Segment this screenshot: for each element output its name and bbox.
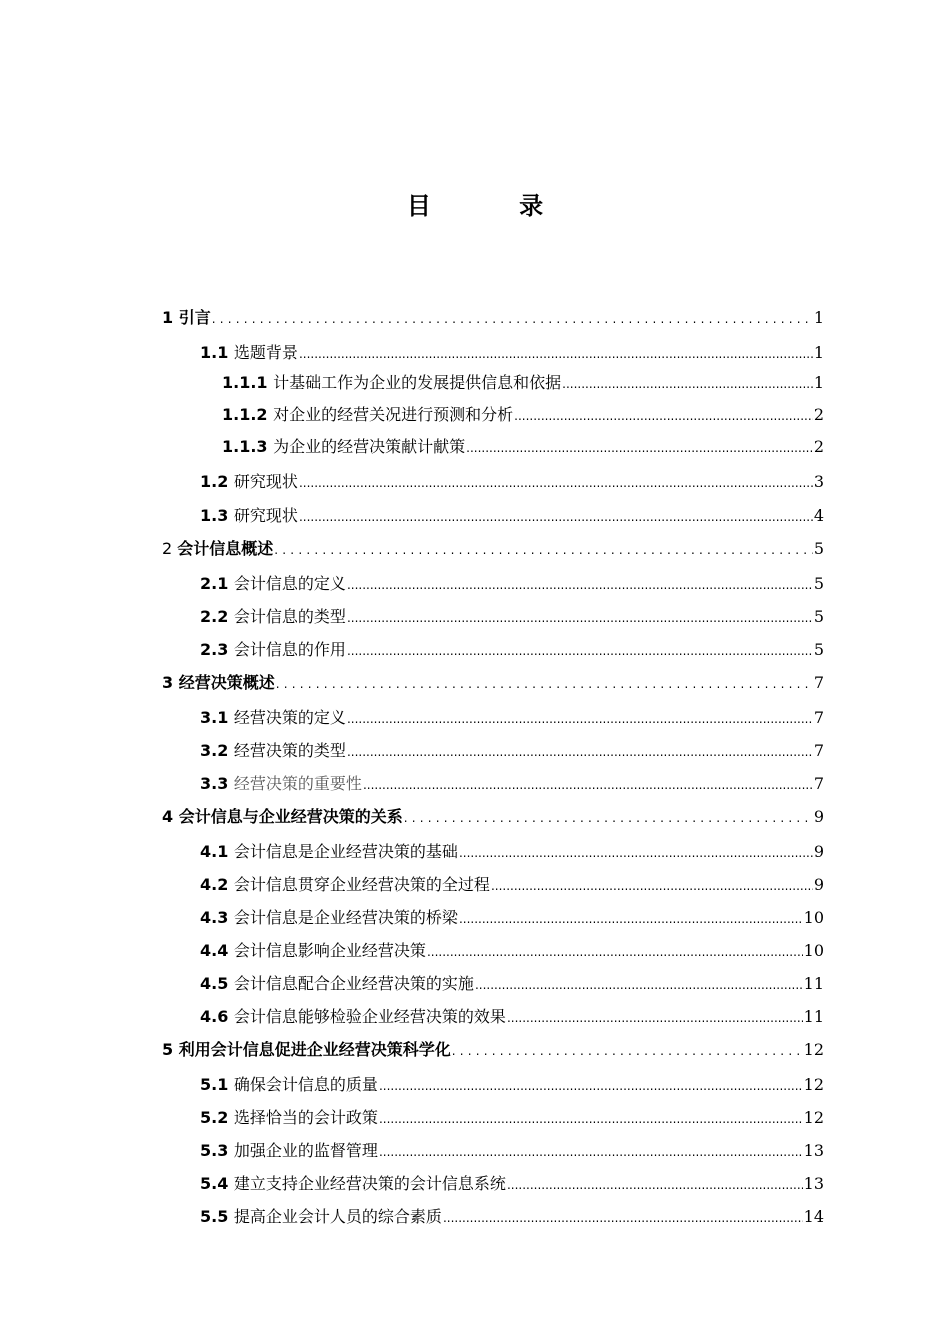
toc-entry-page: 1 (813, 373, 824, 392)
toc-entry-title: 经营决策的类型 (233, 741, 346, 760)
toc-entry-page: 5 (813, 539, 824, 558)
toc-entry-title: 经营决策概述 (178, 673, 275, 692)
toc-entry[interactable] (200, 1071, 824, 1095)
toc-entry[interactable] (162, 535, 824, 559)
toc-entry-title: 选择恰当的会计政策 (233, 1108, 378, 1127)
toc-entry[interactable] (162, 1036, 824, 1060)
toc-entry[interactable] (200, 904, 824, 928)
toc-entry[interactable] (200, 770, 824, 794)
toc-entry[interactable] (162, 304, 824, 328)
dot-leader (459, 912, 803, 926)
dot-leader (466, 441, 813, 455)
toc-entry[interactable] (200, 570, 824, 594)
dot-leader (347, 644, 813, 658)
dot-leader (427, 945, 803, 959)
toc-entry-page: 12 (803, 1075, 824, 1094)
toc-entry-page: 10 (803, 908, 824, 927)
toc-entry-title: 经营决策的重要性 (233, 774, 362, 793)
dot-leader (347, 745, 813, 759)
dot-leader (299, 347, 813, 361)
toc-entry[interactable] (200, 704, 824, 728)
toc-entry-title: 会计信息配合企业经营决策的实施 (233, 974, 474, 993)
toc-entry-title: 会计信息概述 (177, 539, 274, 558)
toc-entry-page: 9 (813, 807, 824, 826)
toc-entry-number: 4.2 (200, 875, 234, 894)
toc-entry[interactable] (162, 803, 824, 827)
toc-entry-number: 3 (162, 673, 179, 692)
toc-entry[interactable] (200, 737, 824, 761)
toc-entry-title: 会计信息是企业经营决策的基础 (233, 842, 458, 861)
dot-leader (363, 778, 813, 792)
dot-leader (443, 1211, 803, 1225)
toc-entry-number: 1.1.3 (222, 437, 274, 456)
dot-leader (459, 846, 813, 860)
toc-entry-page: 2 (813, 437, 824, 456)
toc-entry[interactable] (200, 1170, 824, 1194)
toc-entry-number: 5.3 (200, 1141, 234, 1160)
toc-entry-page: 14 (803, 1207, 824, 1226)
toc-entry-page: 10 (803, 941, 824, 960)
dot-leader (299, 510, 813, 524)
toc-entry-page: 13 (803, 1141, 824, 1160)
toc-entry-title: 会计信息是企业经营决策的桥梁 (233, 908, 458, 927)
toc-entry-number: 1.1.2 (222, 405, 274, 424)
toc-entry-page: 4 (813, 506, 824, 525)
toc-entry[interactable] (200, 970, 824, 994)
toc-entry[interactable] (200, 937, 824, 961)
toc-entry-title: 选题背景 (233, 343, 298, 362)
dot-leader (274, 543, 813, 557)
toc-entry-number: 3.2 (200, 741, 234, 760)
toc-entry-number: 3.3 (200, 774, 234, 793)
toc-entry-number: 5 (162, 1040, 179, 1059)
toc-entry-page: 9 (813, 875, 824, 894)
toc-entry[interactable] (222, 401, 824, 425)
toc-entry-page: 7 (813, 673, 824, 692)
toc-entry-page: 12 (803, 1040, 824, 1059)
dot-leader (452, 1044, 803, 1058)
toc-entry-number: 2.2 (200, 607, 234, 626)
toc-entry-number: 4.4 (200, 941, 234, 960)
toc-entry-number: 2.1 (200, 574, 234, 593)
toc-entry-title: 会计信息影响企业经营决策 (233, 941, 426, 960)
toc-entry[interactable] (200, 1203, 824, 1227)
toc-entry-title: 会计信息能够检验企业经营决策的效果 (233, 1007, 506, 1026)
toc-entry-page: 5 (813, 607, 824, 626)
toc-entry-number: 4.5 (200, 974, 234, 993)
dot-leader (276, 677, 813, 691)
toc-entry-title: 利用会计信息促进企业经营决策科学化 (178, 1040, 451, 1059)
dot-leader (347, 578, 813, 592)
toc-entry-title: 研究现状 (233, 506, 298, 525)
toc-entry-title: 研究现状 (233, 472, 298, 491)
toc-entry-title: 会计信息的定义 (233, 574, 346, 593)
toc-entry-page: 11 (803, 1007, 824, 1026)
toc-entry-number: 1 (162, 308, 179, 327)
toc-entry-page: 1 (813, 343, 824, 362)
page-title: 目 录 (406, 192, 584, 220)
toc-entry-title: 会计信息与企业经营决策的关系 (178, 807, 403, 826)
toc-entry-number: 1.1.1 (222, 373, 274, 392)
toc-entry-page: 13 (803, 1174, 824, 1193)
toc-entry-page: 1 (813, 308, 824, 327)
toc-entry[interactable] (222, 433, 824, 457)
toc-entry-title: 会计信息的类型 (233, 607, 346, 626)
toc-entry-page: 9 (813, 842, 824, 861)
toc-entry-title: 建立支持企业经营决策的会计信息系统 (233, 1174, 506, 1193)
toc-entry-number: 5.4 (200, 1174, 234, 1193)
toc-entry-page: 7 (813, 741, 824, 760)
toc-entry-number: 5.2 (200, 1108, 234, 1127)
toc-entry-page: 7 (813, 774, 824, 793)
dot-leader (404, 811, 813, 825)
toc-entry-title: 引言 (178, 308, 211, 327)
toc-entry[interactable] (200, 339, 824, 363)
toc-entry[interactable] (200, 603, 824, 627)
toc-entry-title: 会计信息的作用 (233, 640, 346, 659)
toc-entry[interactable] (200, 1003, 824, 1027)
dot-leader (379, 1112, 803, 1126)
toc-entry-page: 3 (813, 472, 824, 491)
dot-leader (507, 1011, 803, 1025)
toc-entry-number: 2 (162, 539, 178, 558)
toc-entry-page: 5 (813, 574, 824, 593)
dot-leader (491, 879, 813, 893)
toc-entry[interactable] (222, 369, 824, 393)
toc-entry-title: 会计信息贯穿企业经营决策的全过程 (233, 875, 490, 894)
toc-entry-title: 为企业的经营决策献计献策 (273, 437, 466, 456)
toc-entry-number: 4.6 (200, 1007, 234, 1026)
toc-entry-title: 经营决策的定义 (233, 708, 346, 727)
dot-leader (212, 312, 813, 326)
toc-entry-page: 12 (803, 1108, 824, 1127)
toc-entry-number: 3.1 (200, 708, 234, 727)
toc-entry-title: 对企业的经营关况进行预测和分析 (273, 405, 514, 424)
toc-entry-number: 1.1 (200, 343, 234, 362)
dot-leader (347, 611, 813, 625)
toc-entry-page: 7 (813, 708, 824, 727)
dot-leader (347, 712, 813, 726)
toc-entry-title: 计基础工作为企业的发展提供信息和依据 (273, 373, 562, 392)
toc-entry-title: 加强企业的监督管理 (233, 1141, 378, 1160)
toc-entry-number: 4 (162, 807, 179, 826)
dot-leader (475, 978, 803, 992)
toc-entry-page: 2 (813, 405, 824, 424)
toc-entry-number: 5.1 (200, 1075, 234, 1094)
toc-entry-number: 4.1 (200, 842, 234, 861)
toc-entry[interactable] (200, 636, 824, 660)
dot-leader (507, 1178, 803, 1192)
toc-entry-page: 5 (813, 640, 824, 659)
toc-entry[interactable] (200, 1104, 824, 1128)
toc-entry[interactable] (200, 468, 824, 492)
toc-entry-title: 确保会计信息的质量 (233, 1075, 378, 1094)
toc-entry-number: 4.3 (200, 908, 234, 927)
dot-leader (379, 1079, 803, 1093)
toc-entry-title: 提高企业会计人员的综合素质 (233, 1207, 442, 1226)
toc-entry[interactable] (200, 1137, 824, 1161)
toc-entry-page: 11 (803, 974, 824, 993)
dot-leader (514, 409, 813, 423)
dot-leader (562, 377, 813, 391)
toc-entry[interactable] (162, 669, 824, 693)
toc-entry-number: 1.3 (200, 506, 234, 525)
dot-leader (299, 476, 813, 490)
toc-entry[interactable] (200, 838, 824, 862)
toc-entry[interactable] (200, 502, 824, 526)
toc-entry-number: 2.3 (200, 640, 234, 659)
toc-entry[interactable] (200, 871, 824, 895)
toc-entry-number: 1.2 (200, 472, 234, 491)
dot-leader (379, 1145, 803, 1159)
toc-entry-number: 5.5 (200, 1207, 234, 1226)
